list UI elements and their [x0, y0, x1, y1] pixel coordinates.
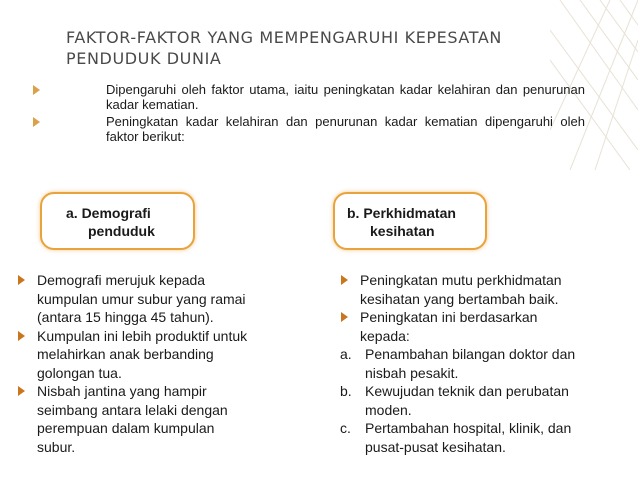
- list-text: Demografi merujuk kepada: [37, 272, 206, 288]
- list-text: golongan tua.: [37, 364, 122, 381]
- arrow-bullet-icon: [33, 85, 40, 95]
- list-text: kesihatan yang bertambah baik.: [360, 290, 559, 307]
- item-letter: a.: [340, 346, 352, 362]
- list-item: [17, 327, 322, 383]
- lettered-item: [340, 345, 630, 382]
- list-text: Peningkatan ini berdasarkan: [360, 309, 538, 325]
- list-text: Kewujudan teknik dan perubatan: [365, 383, 569, 399]
- intro-item: [33, 82, 585, 112]
- list-text: pusat-pusat kesihatan.: [365, 438, 506, 455]
- box-label: kesihatan: [370, 223, 435, 239]
- list-item: [340, 271, 630, 308]
- intro-list: [33, 82, 585, 146]
- list-text: subur.: [37, 438, 76, 455]
- list-text: melahirkan anak berbanding: [37, 346, 214, 362]
- list-text: moden.: [365, 401, 412, 418]
- list-item: [17, 271, 322, 327]
- demografi-list: [17, 271, 322, 456]
- intro-item: [33, 114, 585, 144]
- title-line-2: PENDUDUK DUNIA: [66, 49, 222, 68]
- list-text: nisbah pesakit.: [365, 364, 459, 381]
- arrow-bullet-icon: [341, 275, 348, 285]
- box-label: a. Demografi: [66, 205, 151, 221]
- arrow-bullet-icon: [18, 386, 25, 396]
- list-text: perempuan dalam kumpulan: [37, 420, 215, 436]
- list-item: [340, 308, 630, 345]
- list-item: [17, 382, 322, 456]
- lettered-item: [340, 382, 630, 419]
- list-text: Nisbah jantina yang hampir: [37, 383, 207, 399]
- arrow-bullet-icon: [18, 275, 25, 285]
- list-text: Penambahan bilangan doktor dan: [365, 346, 576, 362]
- factor-box-perkhidmatan: [333, 192, 487, 250]
- intro-text: Peningkatan kadar kelahiran dan penurunan kadar kematian dipengaruhi oleh faktor berikut:: [106, 114, 585, 144]
- box-label: penduduk: [88, 223, 155, 239]
- item-letter: c.: [340, 420, 351, 436]
- title-line-1: FAKTOR-FAKTOR YANG MEMPENGARUHI KEPESATAN: [66, 28, 502, 47]
- arrow-bullet-icon: [341, 312, 348, 322]
- perkhidmatan-list: [340, 271, 630, 456]
- list-text: Pertambahan hospital, klinik, dan: [365, 420, 572, 436]
- list-text: Peningkatan mutu perkhidmatan: [360, 272, 562, 288]
- factor-box-demografi: [40, 192, 195, 250]
- arrow-bullet-icon: [33, 117, 40, 127]
- item-letter: b.: [340, 383, 352, 399]
- lettered-item: [340, 419, 630, 456]
- list-text: kepada:: [360, 327, 410, 344]
- list-text: (antara 15 hingga 45 tahun).: [37, 309, 214, 325]
- page-title: [66, 27, 536, 69]
- list-text: kumpulan umur subur yang ramai: [37, 290, 246, 307]
- list-text: seimbang antara lelaki dengan: [37, 401, 228, 418]
- intro-text: Dipengaruhi oleh faktor utama, iaitu peningkatan kadar kelahiran dan penurunan kadar kematian.: [106, 82, 585, 112]
- arrow-bullet-icon: [18, 331, 25, 341]
- box-label: b. Perkhidmatan: [347, 205, 456, 221]
- list-text: Kumpulan ini lebih produktif untuk: [37, 327, 248, 344]
